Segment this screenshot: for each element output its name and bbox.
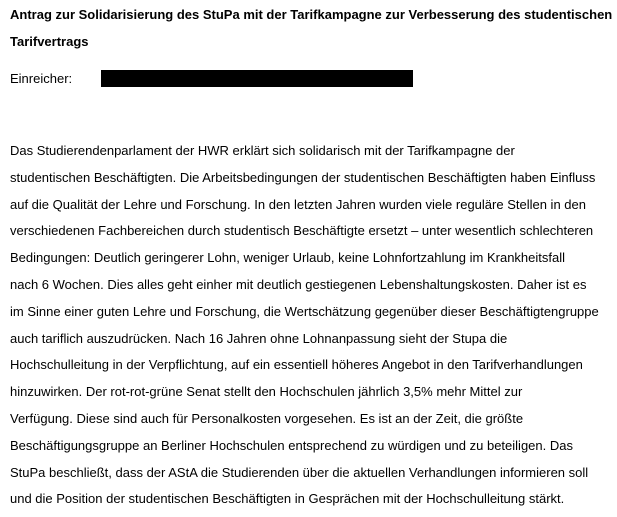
motion-body (10, 138, 610, 513)
submitter-label: Einreicher: (10, 71, 73, 86)
body-line: und die Position der studentischen Beschäftigten in Gesprächen mit der Hochschulleitung stärkt. (10, 491, 565, 507)
body-line: auf die Qualität der Lehre und Forschung. In den letzten Jahren wurden viele reguläre Stellen in den (10, 196, 586, 212)
document-page (10, 0, 613, 513)
body-line: hinzuwirken. Der rot-rot-grüne Senat stellt den Hochschulen jährlich 3,5% mehr Mittel zur (10, 384, 523, 400)
body-line: studentischen Beschäftigten. Die Arbeitsbedingungen der studentischen Beschäftigten haben Einfluss (10, 169, 596, 185)
body-line: Hochschulleitung in der Verpflichtung, auf ein essentiell höheres Angebot in den Tarifverhandlungen (10, 357, 583, 373)
document-title (10, 0, 613, 55)
body-line: nach 6 Wochen. Dies alles geht einher mit deutlich gestiegenen Lebenshaltungskosten. Daher ist es (10, 276, 587, 292)
body-line: Bedingungen: Deutlich geringerer Lohn, weniger Urlaub, keine Lohnfortzahlung im Krankheitsfall (10, 250, 566, 266)
body-line: verschiedenen Fachbereichen durch studentisch Beschäftigte ersetzt – unter wesentlich schlechteren (10, 223, 594, 239)
redacted-submitter-name (101, 70, 413, 87)
title-line: Tarifvertrags (10, 34, 89, 49)
body-line: im Sinne einer guten Lehre und Forschung, die Wertschätzung gegenüber dieser Beschäftigtengruppe (10, 303, 599, 319)
body-line: StuPa beschließt, dass der AStA die Studierenden über die aktuellen Verhandlungen informieren soll (10, 464, 589, 480)
body-line: Das Studierendenparlament der HWR erklärt sich solidarisch mit der Tarifkampagne der (10, 143, 515, 158)
title-line: Antrag zur Solidarisierung des StuPa mit der Tarifkampagne zur Verbesserung des studentischen (10, 7, 613, 22)
body-line: auch tariflich auszudrücken. Nach 16 Jahren ohne Lohnanpassung sieht der Stupa die (10, 330, 508, 346)
submitter-row (10, 65, 610, 92)
body-line: Verfügung. Diese sind auch für Personalkosten vorgesehen. Es ist an der Zeit, die größte (10, 410, 524, 426)
body-line: Beschäftigungsgruppe an Berliner Hochschulen entsprechend zu würdigen und zu beteiligen. Das (10, 437, 573, 453)
